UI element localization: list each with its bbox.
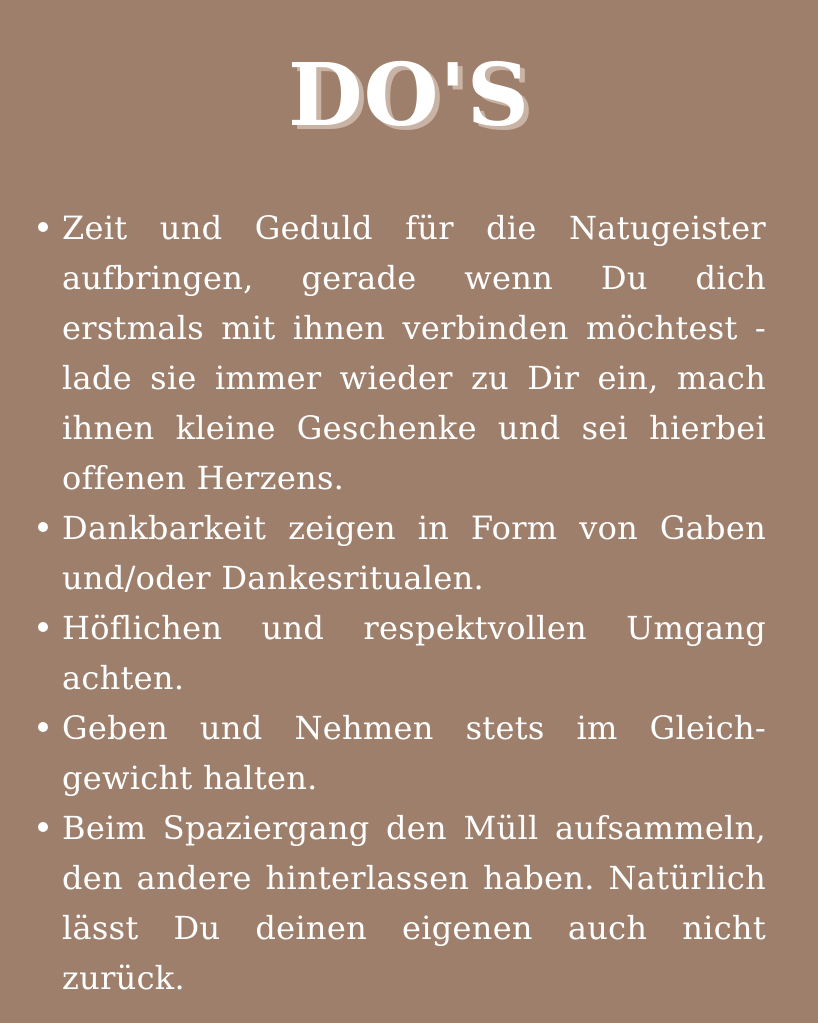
list-item	[62, 503, 766, 603]
list-item	[62, 803, 766, 1003]
list-item-text: Dankbarkeit zeigen in Form von Gaben und/oder Dankesritualen.	[62, 509, 766, 597]
bullet-icon	[38, 722, 48, 732]
list-item-text: Geben und Nehmen stets im Gleich-gewicht halten.	[62, 709, 766, 797]
list-item	[62, 603, 766, 703]
list-item-text: Beim Spaziergang den Müll aufsammeln, den andere hinterlassen haben. Natürlich lässt Du deinen eigenen auch nicht zurück.	[62, 809, 766, 997]
bullet-icon	[38, 822, 48, 832]
bullet-icon	[38, 522, 48, 532]
bullet-icon	[38, 622, 48, 632]
page-title: DO'S	[288, 45, 530, 146]
list-item	[62, 203, 766, 503]
bullet-icon	[38, 222, 48, 232]
list-item-text: Höflichen und respektvollen Umgang achten.	[62, 609, 766, 697]
list-item	[62, 703, 766, 803]
list-item-text: Zeit und Geduld für die Natugeister aufbringen, gerade wenn Du dich erstmals mit ihnen verbinden möchtest - lade sie immer wieder zu Dir ein, mach ihnen kleine Geschenke und sei hierbei offenen Herzens.	[62, 209, 766, 497]
dos-list	[62, 203, 766, 1003]
